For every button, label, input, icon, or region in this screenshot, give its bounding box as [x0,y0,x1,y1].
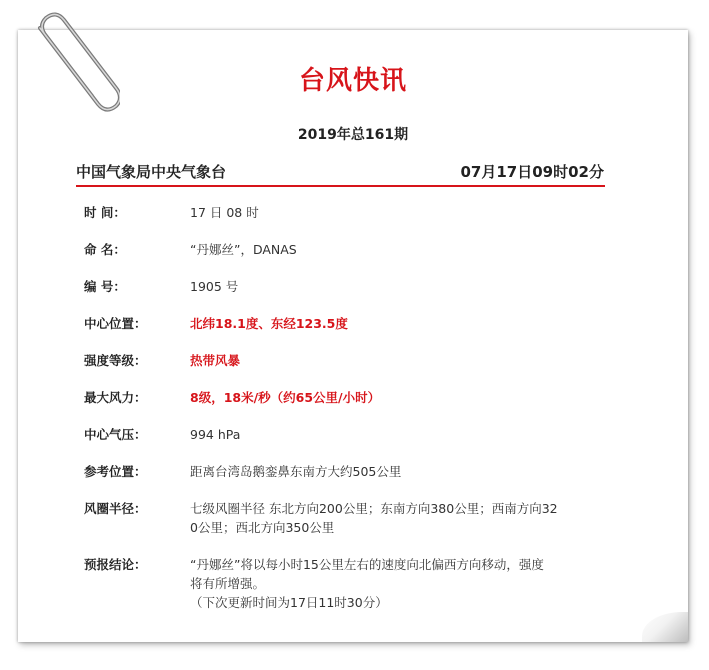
row-value: 北纬18.1度、东经123.5度 [190,316,348,331]
row-value: 994 hPa [190,427,241,442]
row-label: 命 名： [84,242,126,257]
value-line: 七级风圈半径 东北方向200公里；东南方向380公里；西南方向32 [190,501,558,516]
value-line: （下次更新时间为17日11时30分） [190,595,388,610]
row-label: 风圈半径： [84,501,147,516]
paperclip-icon [20,8,120,118]
value-line: “丹娜丝”将以每小时15公里左右的速度向北偏西方向移动，强度 [190,557,544,572]
row-value: 热带风暴 [190,353,241,368]
notice-paper [18,30,688,642]
row-label: 时 间： [84,205,126,220]
issue-number: 2019年总161期 [297,127,409,143]
row-label: 中心位置： [84,316,147,331]
row-value: 1905 号 [190,279,239,294]
row-label: 最大风力： [84,390,147,405]
header-divider [76,185,605,187]
row-value: “丹娜丝”，DANAS [190,242,297,257]
document-title: 台风快讯 [298,66,407,96]
value-line: 0公里；西北方向350公里 [190,520,335,535]
row-label: 参考位置： [84,464,147,479]
row-value: 17 日 08 时 [190,205,259,220]
agency-name: 中国气象局中央气象台 [76,163,227,181]
value-line: 将有所增强。 [190,576,266,591]
row-value: 8级，18米/秒（约65公里/小时） [190,390,381,405]
row-value [190,555,585,612]
row-value [190,499,585,537]
issued-time: 07月17日09时02分 [460,163,604,181]
row-label: 预报结论： [84,557,147,572]
page-curl [642,612,688,642]
row-value: 距离台湾岛鹅銮鼻东南方大约505公里 [190,464,402,479]
row-label: 强度等级： [84,353,147,368]
row-label: 中心气压： [84,427,147,442]
row-label: 编 号： [84,279,126,294]
